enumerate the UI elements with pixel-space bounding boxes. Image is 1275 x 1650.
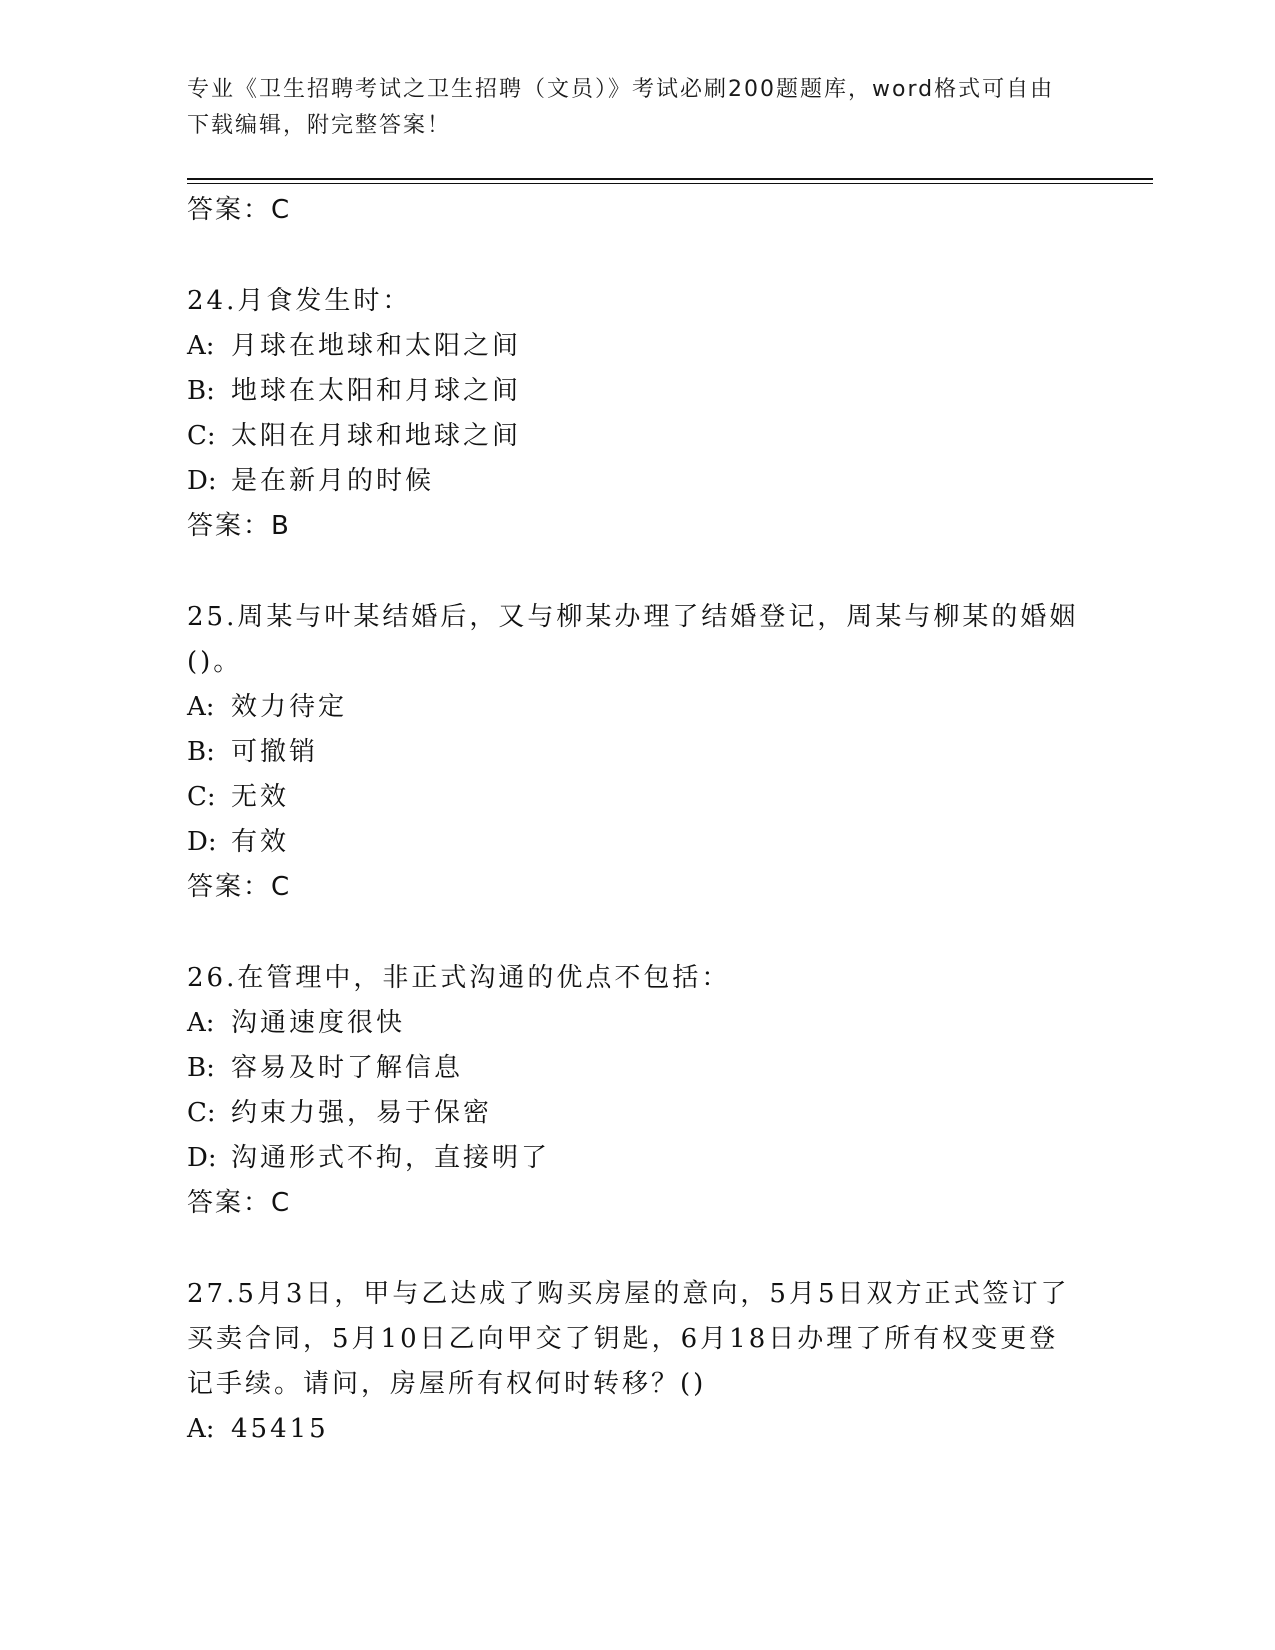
question-stem: 27.5月3日，甲与乙达成了购买房屋的意向，5月5日双方正式签订了买卖合同，5月10日乙向甲交了钥匙，6月18日办理了所有权变更登记手续。请问，房屋所有权何时转移？(): [187, 1279, 1070, 1399]
option-a: [187, 324, 1087, 369]
option-letter: A:: [187, 331, 215, 361]
option-text: 沟通速度很快: [231, 1008, 406, 1038]
option-letter: C:: [187, 782, 216, 812]
option-text: 效力待定: [231, 692, 348, 722]
option-a: [187, 1001, 1087, 1046]
option-letter: D:: [187, 827, 217, 857]
option-letter: C:: [187, 1098, 216, 1128]
header-divider-thick: [187, 178, 1153, 180]
option-text: 无效: [231, 782, 290, 812]
option-letter: B:: [187, 737, 215, 767]
header-divider-thin: [187, 183, 1153, 184]
option-text: 地球在太阳和月球之间: [231, 376, 522, 406]
option-letter: C:: [187, 421, 216, 451]
option-text: 约束力强，易于保密: [231, 1098, 493, 1128]
option-text: 容易及时了解信息: [231, 1053, 464, 1083]
option-text: 45415: [231, 1414, 329, 1444]
option-letter: A:: [187, 1008, 215, 1038]
option-c: [187, 414, 1087, 459]
option-letter: A:: [187, 1414, 215, 1444]
option-text: 可撤销: [231, 737, 319, 767]
option-text: 是在新月的时候: [231, 466, 435, 496]
question-item: [187, 956, 1087, 1226]
answer-line: 答案：C: [187, 1188, 292, 1218]
option-b: [187, 730, 1087, 775]
question-stem: 25.周某与叶某结婚后，又与柳某办理了结婚登记，周某与柳某的婚姻()。: [187, 602, 1079, 677]
option-letter: D:: [187, 1143, 217, 1173]
question-stem: 24.月食发生时：: [187, 286, 412, 316]
question-list: [187, 188, 1087, 1452]
option-text: 沟通形式不拘，直接明了: [231, 1143, 551, 1173]
option-letter: B:: [187, 376, 215, 406]
answer-line: 答案：C: [187, 872, 292, 902]
option-c: [187, 775, 1087, 820]
option-d: [187, 459, 1087, 504]
option-c: [187, 1091, 1087, 1136]
answer-line: 答案：B: [187, 511, 291, 541]
option-d: [187, 820, 1087, 865]
answer-line: 答案：C: [187, 195, 292, 225]
option-letter: A:: [187, 692, 215, 722]
option-letter: B:: [187, 1053, 215, 1083]
option-b: [187, 369, 1087, 414]
page-header-title: 专业《卫生招聘考试之卫生招聘（文员）》考试必刷200题题库，word格式可自由下载编辑，附完整答案！: [187, 77, 1055, 138]
option-a: [187, 685, 1087, 730]
question-stem: 26.在管理中，非正式沟通的优点不包括：: [187, 963, 731, 993]
option-text: 月球在地球和太阳之间: [231, 331, 522, 361]
question-item: [187, 1272, 1087, 1452]
option-text: 太阳在月球和地球之间: [231, 421, 522, 451]
question-item: [187, 279, 1087, 549]
option-text: 有效: [231, 827, 290, 857]
question-item: [187, 595, 1087, 910]
option-letter: D:: [187, 466, 217, 496]
option-a: [187, 1407, 1087, 1452]
option-d: [187, 1136, 1087, 1181]
option-b: [187, 1046, 1087, 1091]
